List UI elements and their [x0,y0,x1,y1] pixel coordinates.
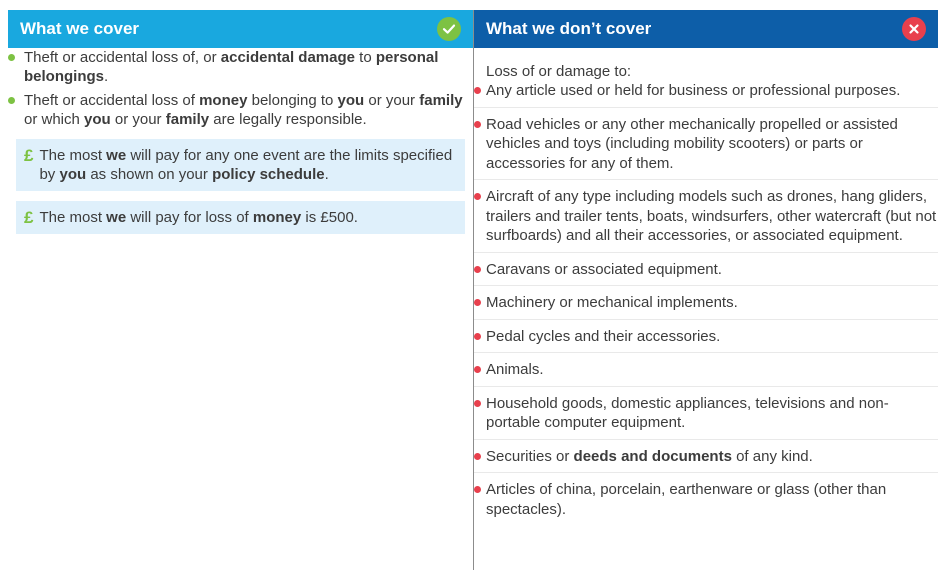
limit-box [16,139,465,191]
bullet-icon [474,486,481,493]
bullet-icon [474,299,481,306]
bold-term: deeds and documents [573,447,732,465]
bullet-icon [474,121,481,128]
bold-term: money [199,92,248,109]
notcover-item [474,447,938,474]
text-run: will pay for any one event are the limits specified by [39,147,453,183]
check-icon [437,17,461,41]
text-run: Theft or accidental loss of [24,92,200,109]
text-run: The most [39,147,107,164]
notcover-list [474,81,938,525]
text-run: belonging to [247,92,338,109]
text-run: to [355,49,376,66]
what-we-dont-cover-title: What we don’t cover [486,19,652,38]
what-we-cover-section [8,10,473,234]
bullet-icon [474,333,481,340]
bullet-icon [8,97,15,104]
text-run: Securities or [486,447,574,465]
text-run: will pay for loss of [126,209,253,226]
text-run: or your [364,92,420,109]
notcover-intro: Loss of or damage to: [486,63,632,80]
text-run: Animals. [486,361,544,378]
bold-term: policy schedule [212,166,325,183]
limit-boxes [8,139,473,234]
text-run: or which [24,111,85,128]
what-we-dont-cover-section [474,10,938,532]
bold-term: personal belongings [24,49,439,85]
bold-term: family [165,111,210,128]
bold-term: family [419,92,463,109]
notcover-item [474,187,938,253]
text-run: are legally responsible. [209,111,367,128]
bullet-icon [474,400,481,407]
notcover-item [474,480,938,525]
cover-list [8,48,473,129]
bullet-icon [474,453,481,460]
what-we-cover-header [8,10,473,48]
notcover-item [474,394,938,440]
what-we-cover-title: What we cover [20,19,140,38]
bold-term: accidental damage [220,49,355,66]
bold-term: you [337,92,365,109]
bold-term: you [84,111,111,128]
text-run: Any article used or held for business or professional purposes. [486,82,901,99]
cover-item [8,91,473,129]
notcover-item [474,115,938,181]
bold-term: you [59,166,87,183]
text-run: . [104,68,109,85]
pound-icon: £ [24,146,34,165]
text-run: as shown on your [86,166,213,183]
text-run: Theft or accidental loss of, or [24,49,221,66]
text-run: Road vehicles or any other mechanically propelled or assisted vehicles and toys (including mobility scooters) or parts or accessories for any of them. [486,115,898,172]
cross-icon [902,17,926,41]
bullet-icon [474,87,481,94]
text-run: The most [39,209,107,226]
text-run: Machinery or mechanical implements. [486,294,738,311]
bold-term: we [106,147,127,164]
limit-box [16,201,465,234]
notcover-item [474,81,938,108]
bullet-icon [474,366,481,373]
text-run: or your [110,111,166,128]
notcover-item [474,293,938,320]
text-run: is £500. [301,209,358,226]
bullet-icon [474,193,481,200]
limit-text [39,146,457,184]
what-we-dont-cover-header [474,10,938,48]
notcover-item [474,360,938,387]
notcover-item [474,327,938,354]
notcover-item [474,260,938,287]
text-run: of any kind. [731,447,813,465]
text-run: . [324,166,329,183]
text-run: Articles of china, porcelain, earthenware or glass (other than spectacles). [486,481,887,518]
bold-term: we [106,209,127,226]
text-run: Caravans or associated equipment. [486,260,722,278]
text-run: Aircraft of any type including models such as drones, hang gliders, trailers and trailer tents, boats, windsurfers, other watercraft (but not surfboards) and all their accessories, or associated equipment. [486,188,937,244]
bullet-icon [474,266,481,273]
text-run: Pedal cycles and their accessories. [486,327,721,345]
cover-item [8,48,473,86]
pound-icon: £ [24,208,34,227]
bullet-icon [8,54,15,61]
text-run: Household goods, domestic appliances, televisions and non-portable computer equipment. [486,394,889,431]
limit-text [39,208,358,227]
bold-term: money [252,209,302,226]
